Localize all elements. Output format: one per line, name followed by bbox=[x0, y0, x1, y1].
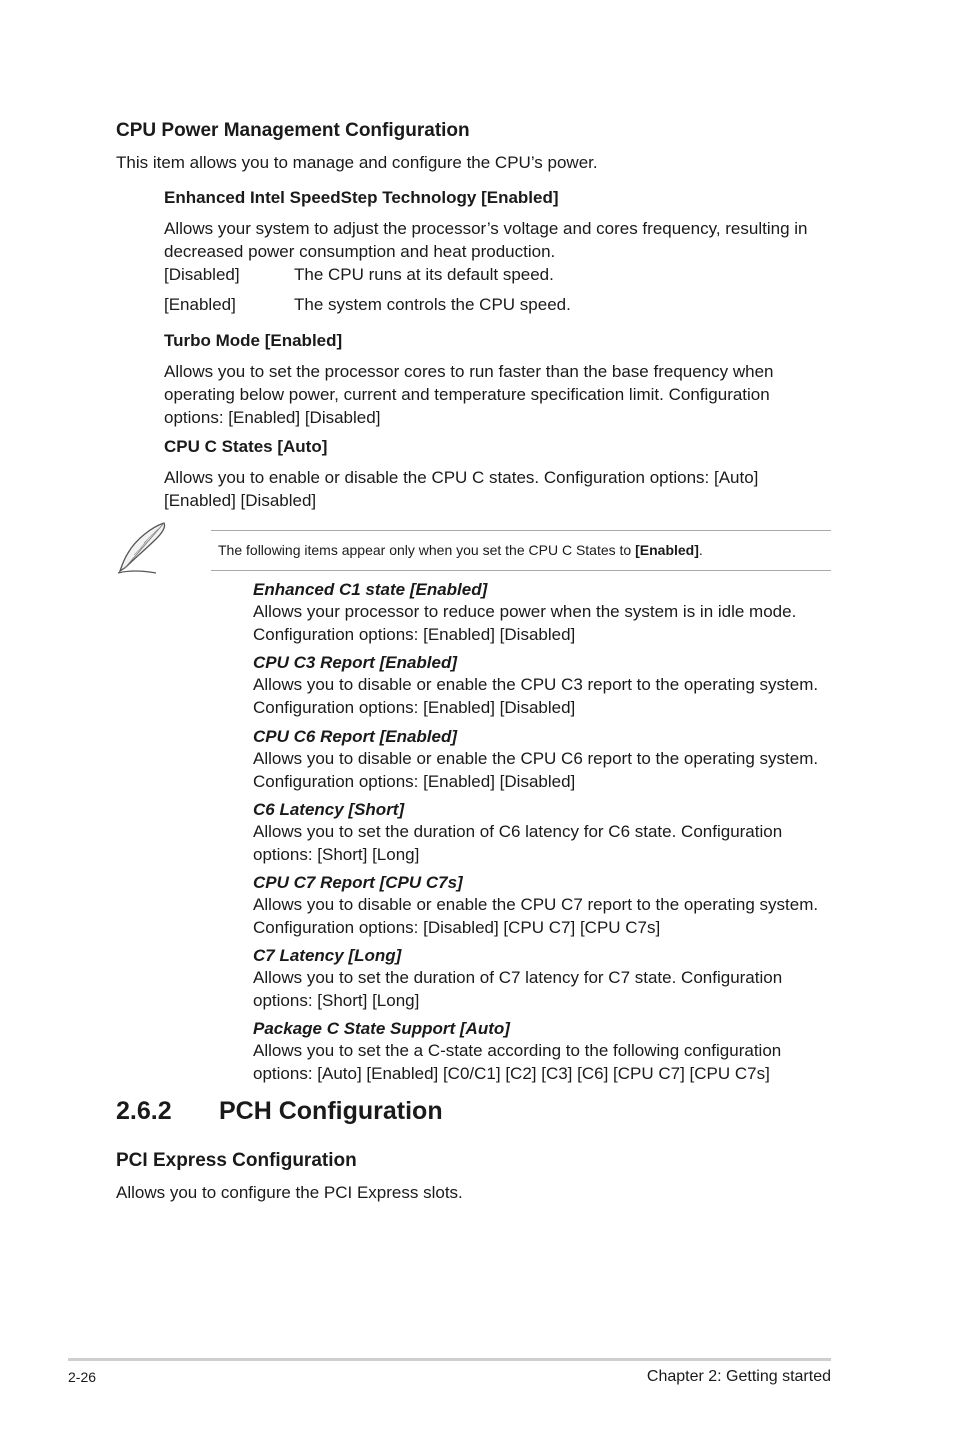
section-desc-pci: Allows you to configure the PCI Express slots. bbox=[116, 1183, 463, 1202]
footer-rule bbox=[68, 1358, 831, 1361]
sub-item-title: Enhanced C1 state [Enabled] bbox=[253, 580, 488, 599]
section-title-pci: PCI Express Configuration bbox=[116, 1150, 357, 1171]
sub-item-line: Allows you to set the duration of C6 latency for C6 state. Configuration bbox=[253, 822, 783, 841]
sub-item-line: Allows you to disable or enable the CPU C3 report to the operating system. bbox=[253, 675, 819, 694]
sub-item bbox=[253, 800, 782, 866]
sub-item bbox=[253, 580, 796, 646]
item-desc-speedstep: Allows your system to adjust the processor’s voltage and cores frequency, resulting in decreased power consumption and heat production. bbox=[164, 219, 808, 261]
section-heading-pch: PCH Configuration bbox=[219, 1097, 443, 1125]
sub-item bbox=[253, 873, 818, 939]
sub-item-line: Configuration options: [Enabled] [Disabled] bbox=[253, 625, 576, 644]
sub-item-line: Allows you to set the duration of C7 latency for C7 state. Configuration bbox=[253, 968, 783, 987]
item-title-turbo: Turbo Mode [Enabled] bbox=[164, 331, 343, 350]
option-row bbox=[164, 263, 554, 286]
section-title-cpu-power: CPU Power Management Configuration bbox=[116, 120, 470, 141]
sub-item-title: CPU C7 Report [CPU C7s] bbox=[253, 873, 463, 892]
sub-item-line: Allows your processor to reduce power when the system is in idle mode. bbox=[253, 602, 797, 621]
option-value: The CPU runs at its default speed. bbox=[294, 265, 554, 284]
sub-item bbox=[253, 1019, 781, 1085]
item-desc-cstates: Allows you to enable or disable the CPU C states. Configuration options: [Auto] [Enabled] [Disabled] bbox=[164, 468, 759, 510]
sub-item-title: Package C State Support [Auto] bbox=[253, 1019, 510, 1038]
note-text-suffix: . bbox=[698, 542, 703, 558]
sub-item bbox=[253, 727, 818, 793]
section-desc-cpu-power: This item allows you to manage and configure the CPU’s power. bbox=[116, 153, 598, 172]
note-pen-icon bbox=[114, 519, 172, 577]
sub-item-line: options: [Auto] [Enabled] [C0/C1] [C2] [C3] [C6] [CPU C7] [CPU C7s] bbox=[253, 1064, 770, 1083]
page-number: 2-26 bbox=[68, 1369, 97, 1385]
note-text-prefix: The following items appear only when you set the CPU C States to bbox=[218, 542, 636, 558]
item-title-cstates: CPU C States [Auto] bbox=[164, 437, 328, 456]
option-key: [Enabled] bbox=[164, 295, 236, 314]
sub-item-line: Configuration options: [Enabled] [Disabled] bbox=[253, 772, 576, 791]
sub-item bbox=[253, 946, 782, 1012]
sub-item-title: C6 Latency [Short] bbox=[253, 800, 405, 819]
option-row bbox=[164, 293, 571, 316]
option-value: The system controls the CPU speed. bbox=[294, 295, 571, 314]
sub-item-line: Allows you to disable or enable the CPU C7 report to the operating system. bbox=[253, 895, 819, 914]
sub-item-line: options: [Short] [Long] bbox=[253, 991, 420, 1010]
chapter-label: Chapter 2: Getting started bbox=[646, 1368, 831, 1385]
sub-item-title: C7 Latency [Long] bbox=[253, 946, 402, 965]
section-number-pch: 2.6.2 bbox=[116, 1097, 172, 1125]
option-key: [Disabled] bbox=[164, 265, 240, 284]
sub-item-line: options: [Short] [Long] bbox=[253, 845, 420, 864]
sub-item-line: Allows you to set the a C-state according to the following configuration bbox=[253, 1041, 782, 1060]
sub-item-line: Configuration options: [Enabled] [Disabled] bbox=[253, 698, 576, 717]
note-top-rule bbox=[211, 530, 831, 531]
note-text-bold: [Enabled] bbox=[635, 542, 699, 558]
item-desc-turbo: Allows you to set the processor cores to run faster than the base frequency when operating below power, current and temperature specification limit. Configuration options: [Enabled] [Disabled] bbox=[164, 362, 774, 427]
sub-item-title: CPU C3 Report [Enabled] bbox=[253, 653, 458, 672]
note-bottom-rule bbox=[211, 570, 831, 571]
note-text bbox=[218, 542, 703, 558]
sub-item-title: CPU C6 Report [Enabled] bbox=[253, 727, 458, 746]
sub-item-line: Configuration options: [Disabled] [CPU C7] [CPU C7s] bbox=[253, 918, 661, 937]
sub-item bbox=[253, 653, 818, 719]
item-title-speedstep: Enhanced Intel SpeedStep Technology [Enabled] bbox=[164, 188, 559, 207]
sub-item-line: Allows you to disable or enable the CPU C6 report to the operating system. bbox=[253, 749, 819, 768]
